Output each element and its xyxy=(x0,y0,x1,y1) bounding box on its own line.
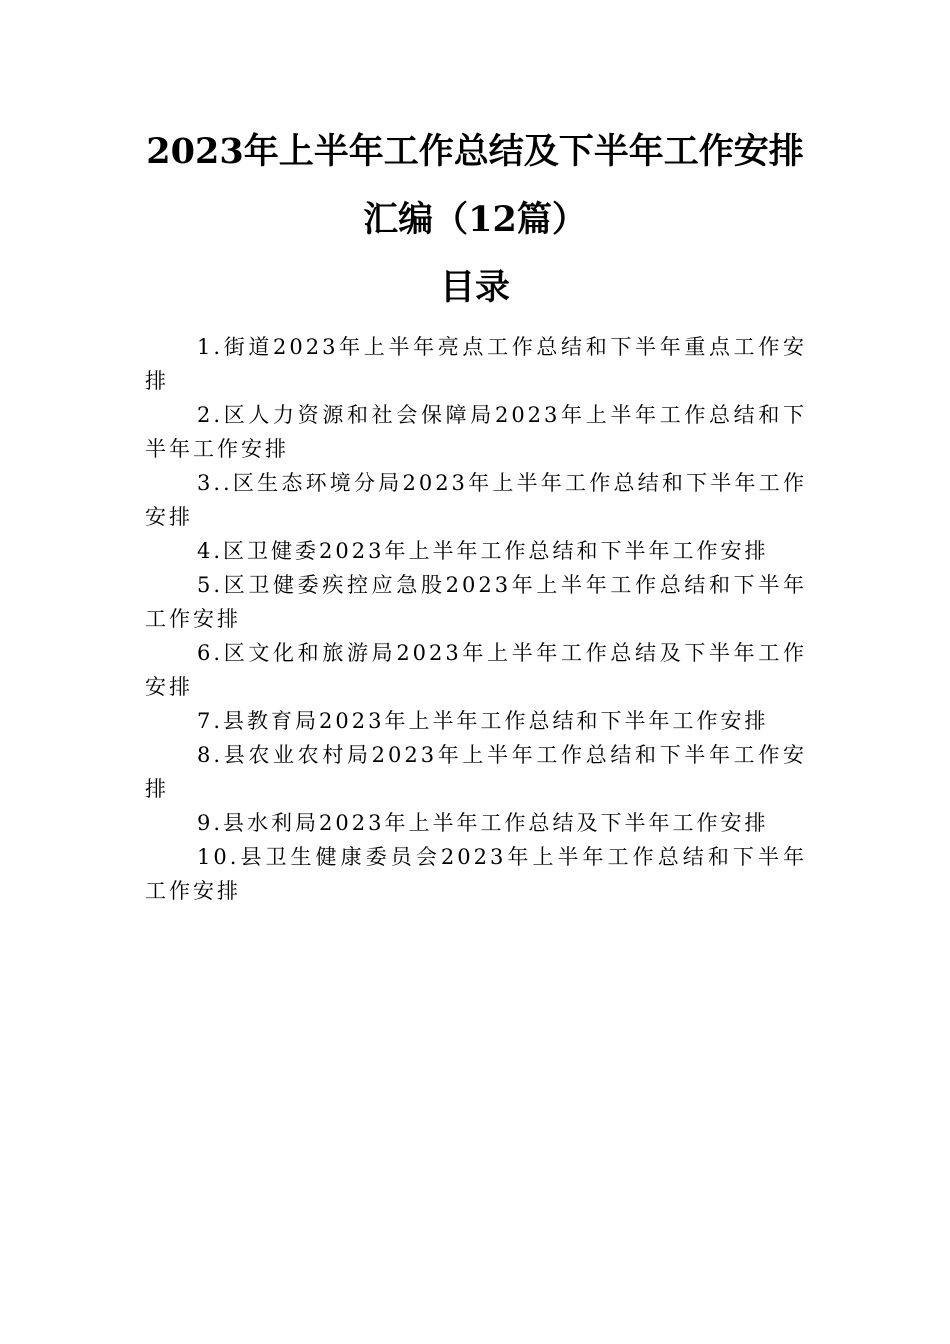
toc-item-9: 9.县水利局2023年上半年工作总结及下半年工作安排 xyxy=(197,811,769,835)
document-title-line-1: 2023年上半年工作总结及下半年工作安排 xyxy=(146,131,804,172)
toc-item-6: 6.区文化和旅游局2023年上半年工作总结及下半年工作安排 xyxy=(145,641,807,699)
toc-item-5: 5.区卫健委疾控应急股2023年上半年工作总结和下半年工作安排 xyxy=(145,573,807,631)
toc-item-3: 3..区生态环境分局2023年上半年工作总结和下半年工作安排 xyxy=(145,471,807,529)
toc-item-10: 10.县卫生健康委员会2023年上半年工作总结和下半年工作安排 xyxy=(145,845,807,903)
toc-item-1: 1.街道2023年上半年亮点工作总结和下半年重点工作安排 xyxy=(145,335,807,393)
document-title-line-2: 汇编（12篇） xyxy=(363,199,587,240)
toc-item-4: 4.区卫健委2023年上半年工作总结和下半年工作安排 xyxy=(197,539,769,563)
toc-item-2: 2.区人力资源和社会保障局2023年上半年工作总结和下半年工作安排 xyxy=(145,403,807,461)
toc-heading: 目录 xyxy=(439,267,510,308)
table-of-contents xyxy=(145,330,807,908)
toc-item-8: 8.县农业农村局2023年上半年工作总结和下半年工作安排 xyxy=(145,743,807,801)
toc-item-7: 7.县教育局2023年上半年工作总结和下半年工作安排 xyxy=(197,709,769,733)
